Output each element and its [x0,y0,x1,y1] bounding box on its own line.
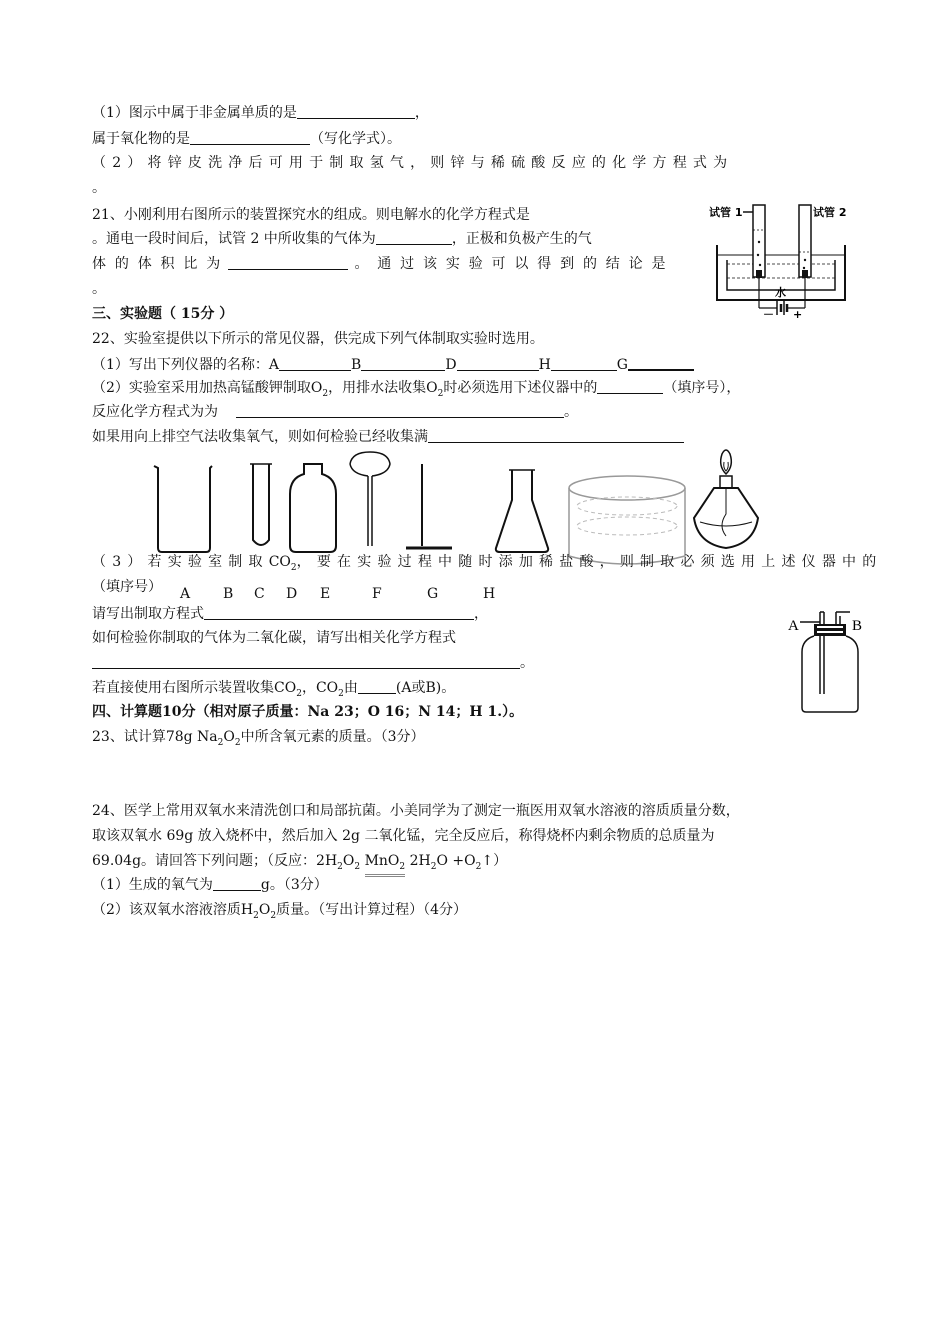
q21-line1: 21、小刚利用右图所示的装置探究水的组成。则电解水的化学方程式是 [92,207,530,223]
q22-part3-line5: 。 [92,653,534,673]
long-neck-funnel-icon [350,452,390,546]
answer-blank[interactable] [361,355,445,371]
answer-blank[interactable] [228,254,348,270]
q22-intro: 22、实验室提供以下所示的常见仪器，供完成下列气体制取实验时选用。 [92,331,544,347]
section4-title: 四、计算题10分（相对原子质量：Na 23；O 16；N 14；H 1.）。 [92,704,524,720]
apparatus-label-f: F [372,586,382,602]
q22-part1: （1）写出下列仪器的名称：A B D H G [92,354,694,375]
tube1-label: 试管 1 [709,206,743,219]
q24-part2: （2）该双氧水溶液溶质$H_2O_2$质量。（写出计算过程）（4分） [92,902,467,921]
q20-line1: （1）图示中属于非金属单质的是 ， [92,105,429,121]
answer-blank[interactable] [213,875,261,891]
apparatus-label-g: G [427,586,439,602]
answer-blank[interactable] [297,103,415,119]
q24-line2: 取该双氧水 69g 放入烧杯中，然后加入 2g 二氧化锰，完全反应后，称得烧杯内剩余物质的总质量为 [92,828,715,844]
q21-line4: 。 [92,281,106,297]
q20-line4: 。 [92,180,106,196]
apparatus-label-d: D [286,586,298,602]
q20-line2: 属于氧化物的是 （写化学式）。 [92,131,401,147]
water-label: 水 [775,286,786,299]
apparatus-label-b: B [223,586,234,602]
apparatus-label-h: H [483,586,496,602]
answer-blank[interactable] [597,378,663,394]
iron-stand-icon [406,464,452,548]
q22-part3-line3: 请写出制取方程式 ， [92,606,488,622]
q22-part3-line4: 如何检验你制取的气体为二氧化碳，请写出相关化学方程式 [92,630,456,646]
q22-part2-line2: 反应化学方程式为为 。 [92,404,578,420]
answer-blank[interactable] [628,354,694,371]
alcohol-lamp-icon [694,450,758,548]
section3-title: 三、实验题（ 15分 ） [92,306,234,322]
q21-line2: 。通电一段时间后，试管 2 中所收集的气体为 ，正极和负极产生的气 [92,231,592,247]
apparatus-label-c: C [254,586,265,602]
answer-blank[interactable] [236,402,564,418]
electrolysis-apparatus-figure [705,200,855,325]
answer-blank[interactable] [279,355,351,371]
negative-terminal-label: － [763,308,774,321]
answer-blank[interactable] [190,129,310,145]
q22-part2-line1: （2）实验室采用加热高锰酸钾制取$O_2$，用排水法收集$O_2$时必须选用下述仪器中的 （填序号）， [92,380,741,399]
q22-part3-line1: （3）若实验室制取$CO_2$，要在实验过程中随时添加稀盐酸，则制取必须选用上述仪器中的 [92,554,883,573]
answer-blank[interactable] [376,229,452,245]
q20-line3: （2）将锌皮洗净后可用于制取氢气，则锌与稀硫酸反应的化学方程式为 [92,155,734,171]
q23-text: 23、试计算78g $Na_2O_2$中所含氧元素的质量。（3分） [92,729,425,748]
q24-part1: （1）生成的氧气为 g。（3分） [92,877,328,893]
apparatus-label-e: E [320,586,331,602]
q24-line3: 69.04g。请回答下列问题；（反应：$2H_2O_2$ MnO$_2$ $2H_2O$ $+O_2↑$） [92,851,507,877]
reagent-bottle-icon [290,464,336,552]
catalyst-condition: MnO$_2$ [365,854,406,877]
test-tube-icon [250,464,272,545]
bottle-port-a-label: A [788,618,799,634]
answer-blank[interactable] [92,653,520,669]
answer-blank[interactable] [551,355,617,371]
bottle-port-b-label: B [852,618,863,634]
q21-line3: 体 的 体 积 比 为 。 通 过 该 实 验 可 以 得 到 的 结 论 是 [92,256,668,272]
water-trough-icon [569,476,685,564]
positive-terminal-label: + [793,308,803,321]
gas-collection-bottle-figure [784,608,874,718]
q22-part2-line3: 如果用向上排空气法收集氧气，则如何检验已经收集满 [92,427,684,447]
conical-flask-icon [496,470,548,552]
answer-blank[interactable] [204,604,474,620]
q22-part3-line6: 若直接使用右图所示装置收集$CO_2$，$CO_2$由 (A或B)。 [92,680,456,699]
answer-blank[interactable] [358,678,396,694]
tube2-label: 试管 2 [813,206,847,219]
answer-blank[interactable] [457,355,539,371]
q22-part3-line2: （填序号） [92,579,162,595]
q24-line1: 24、医学上常用双氧水来清洗创口和局部抗菌。小美同学为了测定一瓶医用双氧水溶液的溶质质量分数， [92,803,740,819]
apparatus-label-a: A [180,586,191,602]
beaker-icon [154,466,212,552]
